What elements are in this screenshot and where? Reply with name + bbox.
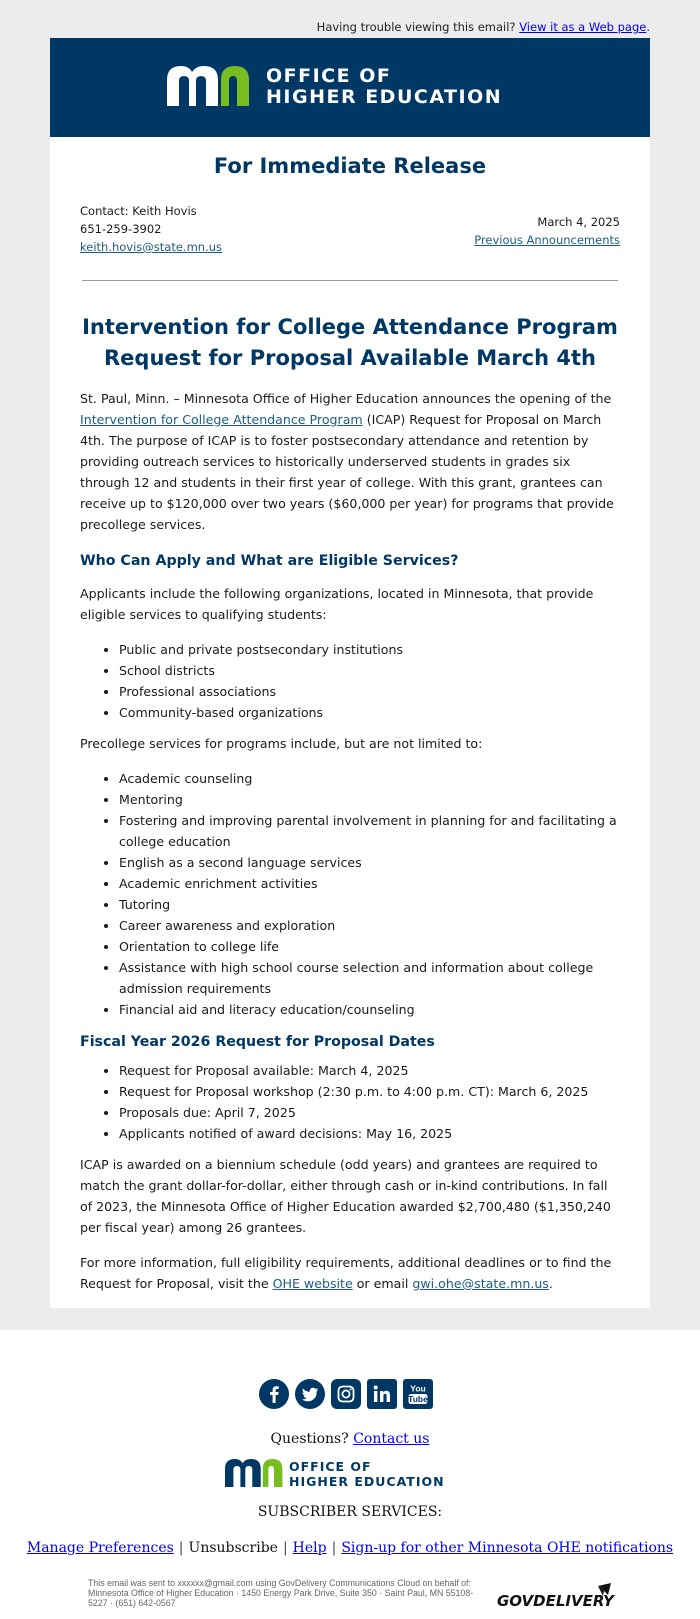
link-separator: |	[178, 1540, 184, 1556]
organization-list-item: • Community-based organizations	[119, 702, 620, 723]
dates-list	[80, 1060, 620, 1144]
service-list-item: • Career awareness and exploration	[119, 915, 620, 936]
applicants-paragraph: Applicants include the following organizations, located in Minnesota, that provide eligible services to qualifying students:	[80, 586, 594, 622]
email-card	[50, 38, 650, 1308]
facebook-icon[interactable]	[259, 1379, 289, 1409]
footer-logo	[225, 1459, 465, 1493]
web-view-text: Having trouble viewing this email?	[316, 20, 520, 34]
questions-text: Questions?	[270, 1431, 354, 1447]
mn-logo-icon	[167, 66, 255, 106]
award-paragraph: ICAP is awarded on a biennium schedule (odd years) and grantees are required to match the grant dollar-for-dollar, either through cash or in-kind contributions. In fall of 2023, the Minnesota Office of Higher Education awarded $2,700,480 ($1,350,240 per fiscal year) among 26 grantees.	[80, 1157, 611, 1235]
release-title: For Immediate Release	[213, 154, 487, 178]
section-heading-eligibility: Who Can Apply and What are Eligible Services?	[80, 553, 459, 569]
footer-logo-line-1: OFFICE OF	[289, 1459, 372, 1474]
contact-phone: 651-259-3902	[80, 222, 162, 236]
service-list-item: • Financial aid and literacy education/counseling	[119, 999, 620, 1020]
service-list-item: • Academic enrichment activities	[119, 873, 620, 894]
subscriber-links	[0, 1540, 700, 1556]
social-links	[259, 1379, 433, 1409]
govdelivery-logo-icon	[497, 1582, 617, 1612]
service-list-item: • Tutoring	[119, 894, 620, 915]
gwi-email-link[interactable]: gwi.ohe@state.mn.us	[412, 1276, 549, 1291]
twitter-icon[interactable]	[295, 1379, 325, 1409]
release-date: March 4, 2025	[537, 215, 620, 229]
intro-paragraph	[80, 388, 620, 535]
contact-email-link[interactable]: keith.hovis@state.mn.us	[80, 240, 223, 254]
more-info-end: .	[548, 1276, 553, 1291]
web-view-notice	[317, 20, 650, 34]
more-info-text: For more information, full eligibility requirements, additional deadlines or to find the Request for Proposal, visit the	[80, 1255, 612, 1291]
service-list-item: • Assistance with high school course selection and information about college admission requirements	[119, 957, 620, 999]
link-separator: |	[331, 1540, 337, 1556]
date-list-item: • Request for Proposal available: March 4, 2025	[119, 1060, 620, 1081]
divider	[82, 280, 618, 281]
header-banner	[50, 38, 650, 137]
footer-mn-logo-icon	[225, 1459, 465, 1489]
questions-line	[0, 1431, 700, 1447]
more-info-paragraph	[80, 1252, 620, 1294]
previous-announcements-link[interactable]: Previous Announcements	[474, 233, 620, 247]
intro-text-cont: (ICAP) Request for Proposal on March 4th. The purpose of ICAP is to foster postsecondary attendance and retention by providing outreach services to historically underserved students in grades six through 12 and students in their first year of college. With this grant, grantees can receive up to $120,000 over two years ($60,000 per year) for programs that provide precollege services.	[80, 412, 614, 532]
unsubscribe-link[interactable]: Unsubscribe	[188, 1540, 278, 1556]
footer-logo-line-2: HIGHER EDUCATION	[289, 1474, 445, 1489]
help-link[interactable]: Help	[292, 1540, 327, 1556]
youtube-text-you: You	[410, 1383, 426, 1394]
organization-list-item: • Professional associations	[119, 681, 620, 702]
web-view-suffix: .	[646, 20, 650, 34]
signup-link[interactable]: Sign-up for other Minnesota OHE notifications	[341, 1540, 674, 1556]
section-heading-dates: Fiscal Year 2026 Request for Proposal Dates	[80, 1034, 435, 1050]
date-block	[474, 213, 620, 249]
date-list-item: • Request for Proposal workshop (2:30 p.m. to 4:00 p.m. CT): March 6, 2025	[119, 1081, 620, 1102]
date-list-item: • Applicants notified of award decisions: May 16, 2025	[119, 1123, 620, 1144]
services-paragraph: Precollege services for programs include, but are not limited to:	[80, 736, 483, 751]
organization-list-item: • School districts	[119, 660, 620, 681]
footer	[0, 1330, 700, 1619]
web-view-link[interactable]: View it as a Web page	[519, 20, 647, 34]
service-list-item: • Orientation to college life	[119, 936, 620, 957]
link-separator: |	[282, 1540, 288, 1556]
ohe-website-link[interactable]: OHE website	[272, 1276, 353, 1291]
logo-line-1: OFFICE OF	[266, 65, 392, 87]
logo-line-2: HIGHER EDUCATION	[266, 86, 503, 108]
contact-block	[80, 202, 222, 256]
instagram-icon[interactable]	[331, 1379, 361, 1409]
youtube-text-tube: Tube	[408, 1394, 428, 1404]
intro-text: St. Paul, Minn. – Minnesota Office of Higher Education announces the opening of the	[80, 391, 612, 406]
govdelivery-text: GOVDELIVERY	[497, 1592, 614, 1610]
subscriber-services-title: SUBSCRIBER SERVICES:	[257, 1504, 443, 1520]
linkedin-icon[interactable]	[367, 1379, 397, 1409]
service-list-item: • English as a second language services	[119, 852, 620, 873]
article-body	[80, 388, 620, 1308]
contact-us-link[interactable]: Contact us	[353, 1431, 430, 1447]
govdelivery-logo	[497, 1582, 617, 1616]
logo-wordmark	[266, 66, 502, 108]
service-list-item: • Fostering and improving parental involvement in planning for and facilitating a college education	[119, 810, 620, 852]
manage-preferences-link[interactable]: Manage Preferences	[26, 1540, 174, 1556]
icap-program-link[interactable]: Intervention for College Attendance Program	[80, 412, 363, 427]
services-list	[80, 768, 620, 1020]
fine-print: This email was sent to xxxxxx@gmail.com using GovDelivery Communications Cloud on behalf of: Minnesota Office of Higher Education · 1450 Energy Park Drive, Suite 350 · Saint Paul, MN 55108-5227 · (651) 642-0567	[88, 1578, 474, 1608]
organizations-list	[80, 639, 620, 723]
date-list-item: • Proposals due: April 7, 2025	[119, 1102, 620, 1123]
headline	[80, 312, 620, 374]
headline-line-1: Intervention for College Attendance Program	[82, 315, 618, 339]
contact-name: Contact: Keith Hovis	[80, 204, 197, 218]
organization-list-item: • Public and private postsecondary institutions	[119, 639, 620, 660]
more-info-middle: or email	[352, 1276, 413, 1291]
service-list-item: • Mentoring	[119, 789, 620, 810]
service-list-item: • Academic counseling	[119, 768, 620, 789]
headline-line-2: Request for Proposal Available March 4th	[104, 346, 596, 370]
youtube-icon[interactable]	[403, 1379, 433, 1409]
